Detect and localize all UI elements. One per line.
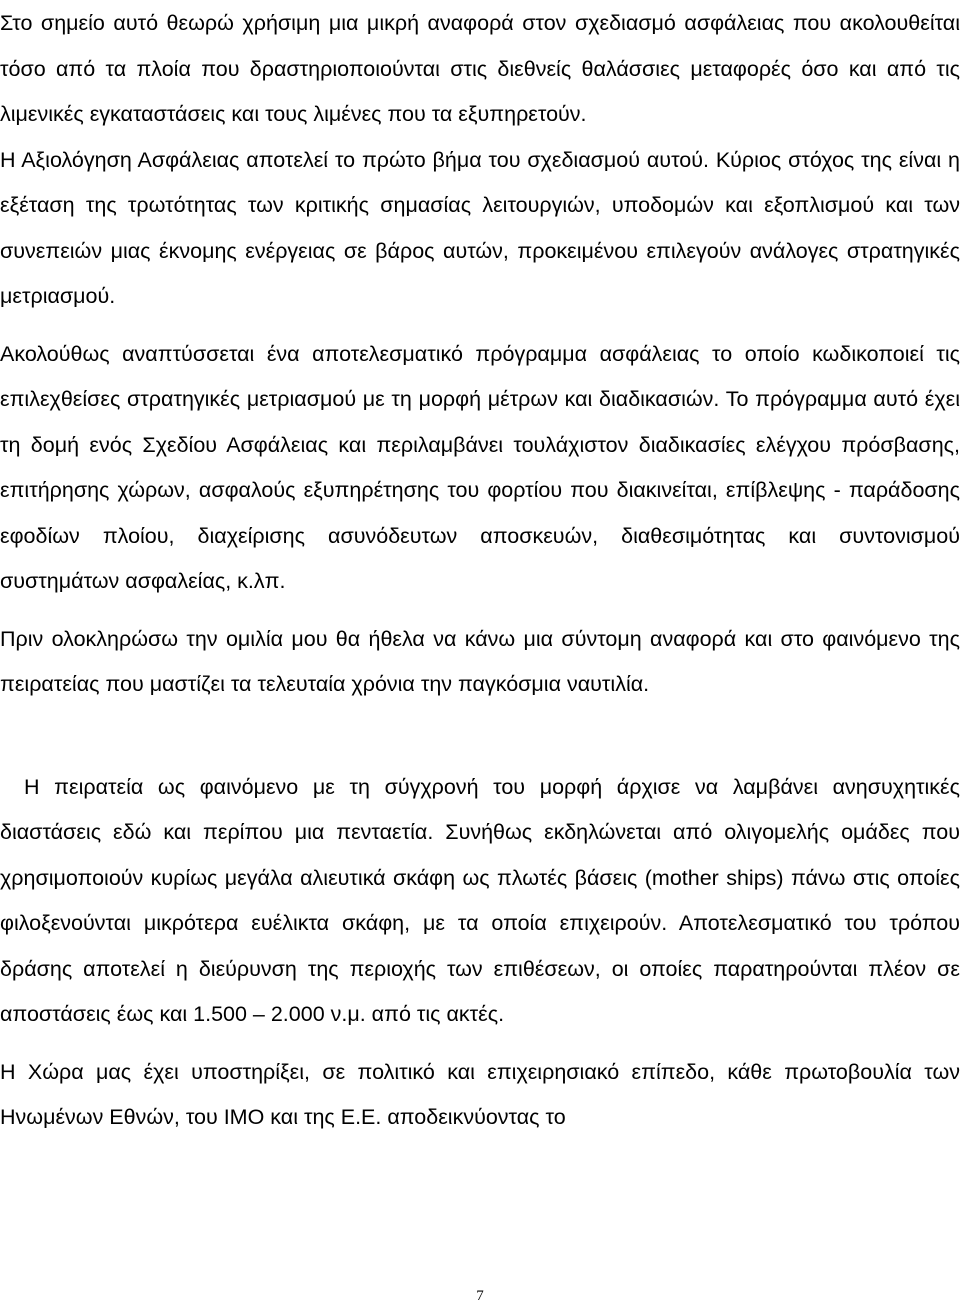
paragraph-spacer <box>0 320 960 332</box>
document-body <box>0 1 960 1141</box>
paragraph-piracy-intro: Πριν ολοκληρώσω την ομιλία μου θα ήθελα να κάνω μια σύντομη αναφορά και στο φαινόμενο της πειρατείας που μαστίζει τα τελευταία χρόνια την παγκόσμια ναυτιλία. <box>0 626 960 696</box>
paragraph-spacer <box>0 605 960 617</box>
paragraph-country-support: Η Χώρα μας έχει υποστηρίξει, σε πολιτικό και επιχειρησιακό επίπεδο, κάθε πρωτοβουλία των Ηνωμένων Εθνών, του ΙΜΟ και της Ε.Ε. αποδεικνύοντας το <box>0 1059 960 1129</box>
paragraph-piracy-phenomenon <box>0 765 960 1038</box>
paragraph-spacer <box>0 708 960 765</box>
paragraph-spacer <box>0 1038 960 1050</box>
paragraph-ship-security-intro: Στο σημείο αυτό θεωρώ χρήσιμη μια μικρή αναφορά στον σχεδιασμό ασφάλειας που ακολουθείται τόσο από τα πλοία που δραστηριοποιούνται στις διεθνείς θαλάσσιες μεταφορές όσο και από τις λιμενικές εγκαταστάσεις και τους λιμένες που τα εξυπηρετούν. <box>0 11 960 126</box>
page-number: 7 <box>476 1288 484 1304</box>
paragraph-security-program: Ακολούθως αναπτύσσεται ένα αποτελεσματικό πρόγραμμα ασφάλειας το οποίο κωδικοποιεί τις επιλεχθείσες στρατηγικές μετριασμού με τη μορφή μέτρων και διαδικασιών. Το πρόγραμμα αυτό έχει τη δομή ενός Σχεδίου Ασφάλειας και περιλαμβάνει τουλάχιστον διαδικασίες ελέγχου πρόσβασης, επιτήρησης χώρων, ασφαλούς εξυπηρέτησης του φορτίου που διακινείται, επίβλεψης - παράδοσης εφοδίων πλοίου, διαχείρισης ασυνόδευτων αποσκευών, διαθεσιμότητας και συντονισμού συστημάτων ασφαλείας, κ.λπ. <box>0 341 960 593</box>
paragraph-security-assessment: Η Αξιολόγηση Ασφάλειας αποτελεί το πρώτο βήμα του σχεδιασμού αυτού. Κύριος στόχος της είναι η εξέταση της τρωτότητας των κριτικής σημασίας λειτουργιών, υποδομών και εξοπλισμού και των συνεπειών μιας έκνομης ενέργειας σε βάρος αυτών, προκειμένου επιλεγούν ανάλογες στρατηγικές μετριασμού. <box>0 147 960 308</box>
paragraph-piracy-phenomenon-text: Η πειρατεία ως φαινόμενο με τη σύγχρονή του μορφή άρχισε να λαμβάνει ανησυχητικές διαστάσεις εδώ και περίπου μια πενταετία. Συνήθως εκδηλώνεται από ολιγομελής ομάδες που χρησιμοποιούν κυρίως μεγάλα αλιευτικά σκάφη ως πλωτές βάσεις (mother ships) πάνω στις οποίες φιλοξενούνται μικρότερα ευέλικτα σκάφη, με τα οποία επιχειρούν. Αποτελεσματικό του τρόπου δράσης αποτελεί η διεύρυνση της περιοχής των επιθέσεων, οι οποίες παρατηρούνται πλέον σε αποστάσεις έως και 1.500 – 2.000 ν.μ. από τις ακτές. <box>0 774 960 1026</box>
